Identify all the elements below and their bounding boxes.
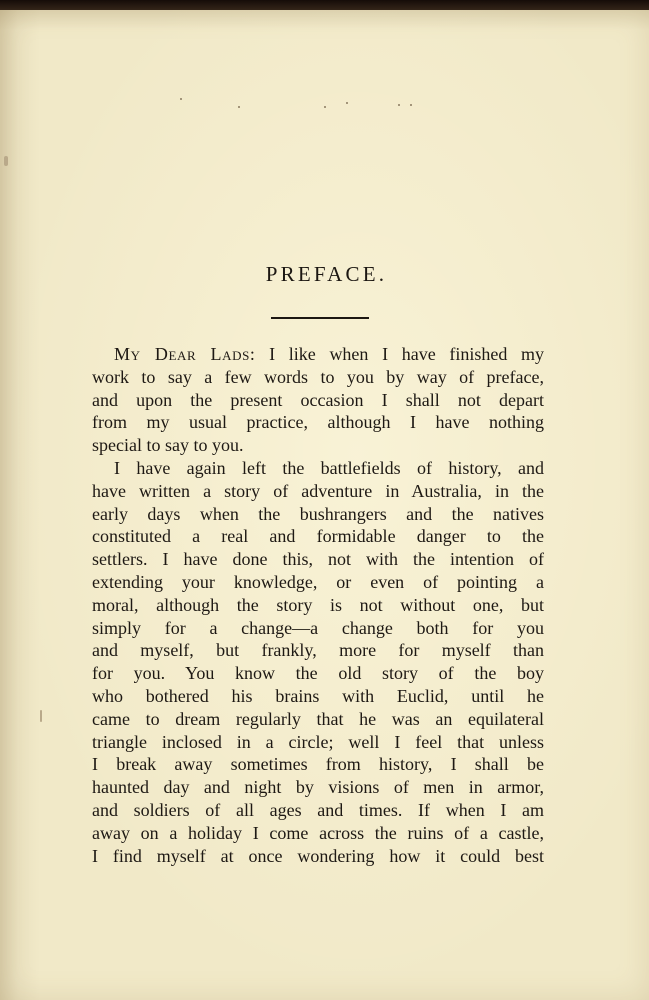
text-line: [92, 503, 544, 526]
text-line: [92, 389, 544, 412]
text-line: [92, 776, 544, 799]
text-line: [92, 571, 544, 594]
line-text: early days when the bushrangers and the natives: [92, 503, 544, 524]
line-text: and soldiers of all ages and times. If when I am: [92, 799, 544, 820]
line-text: simply for a change—a change both for you: [92, 617, 544, 638]
text-line: [92, 753, 544, 776]
line-text: have written a story of adventure in Australia, in the: [92, 480, 544, 501]
line-text: moral, although the story is not without one, but: [92, 594, 544, 615]
text-line: [92, 639, 544, 662]
line-text: constituted a real and formidable danger to the: [92, 526, 544, 547]
text-line: [92, 594, 544, 617]
text-line: [92, 480, 544, 503]
text-line: [92, 343, 544, 366]
ink-speck: [324, 106, 326, 108]
page-title: PREFACE.: [265, 262, 388, 286]
line-text: and myself, but frankly, more for myself than: [92, 640, 544, 661]
text-line: [92, 822, 544, 845]
line-text: settlers. I have done this, not with the intention of: [92, 549, 544, 570]
line-text: triangle inclosed in a circle; well I feel that unless: [92, 731, 544, 752]
text-line: [92, 457, 544, 480]
salutation: My Dear Lads:: [114, 344, 256, 364]
text-line: [92, 799, 544, 822]
page-edge-mark: [40, 710, 42, 722]
line-text: I like when I have finished my: [255, 344, 544, 364]
title-rule: [271, 317, 369, 319]
ink-speck: [238, 106, 240, 108]
line-text: I have again left the battlefields of history, and: [114, 457, 544, 478]
text-line: [92, 525, 544, 548]
text-line: [92, 548, 544, 571]
line-text: for you. You know the old story of the boy: [92, 663, 544, 684]
ink-speck: [346, 102, 348, 104]
text-line: [92, 845, 544, 868]
text-line: [92, 434, 544, 457]
paragraph: [92, 343, 544, 457]
ink-speck: [180, 98, 182, 100]
line-text: extending your knowledge, or even of pointing a: [92, 571, 544, 592]
text-line: [92, 662, 544, 685]
line-text: I find myself at once wondering how it could best: [92, 845, 544, 866]
line-text: from my usual practice, although I have nothing: [92, 412, 544, 433]
line-text: work to say a few words to you by way of preface,: [92, 366, 544, 387]
ink-speck: [410, 104, 412, 106]
line-text: haunted day and night by visions of men in armor,: [92, 777, 544, 798]
text-line: [92, 685, 544, 708]
text-line: [92, 617, 544, 640]
text-line: [92, 731, 544, 754]
ink-speck: [398, 104, 400, 106]
text-line: [92, 366, 544, 389]
line-text: and upon the present occasion I shall not depart: [92, 389, 544, 410]
page-edge-mark: [4, 156, 8, 166]
line-text: who bothered his brains with Euclid, until he: [92, 685, 544, 706]
line-text: special to say to you.: [92, 435, 244, 456]
line-text: came to dream regularly that he was an equilateral: [92, 708, 544, 729]
line-text: I break away sometimes from history, I shall be: [92, 754, 544, 775]
line-text: away on a holiday I come across the ruins of a castle,: [92, 822, 544, 843]
paragraph: [92, 457, 544, 867]
text-line: [92, 708, 544, 731]
preface-body: [92, 343, 544, 867]
text-line: [92, 411, 544, 434]
